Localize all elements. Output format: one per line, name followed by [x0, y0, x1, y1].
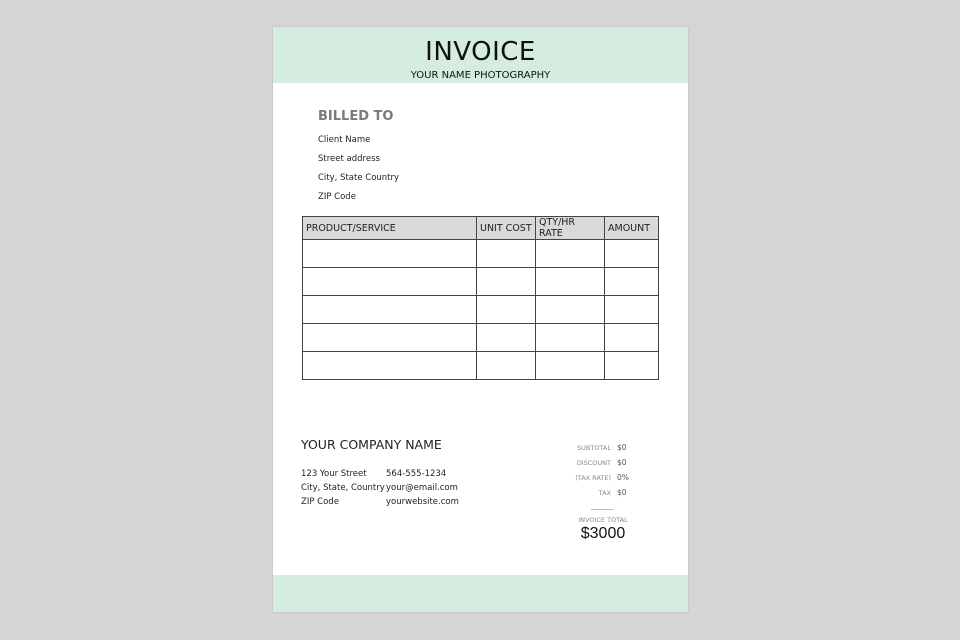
col-qty: QTY/HR RATE [536, 217, 605, 240]
invoice-total-label: INVOICE TOTAL [578, 516, 628, 524]
table-cell[interactable] [303, 296, 477, 324]
table-cell[interactable] [605, 240, 659, 268]
subtotal-label: SUBTOTAL [577, 444, 611, 452]
table-cell[interactable] [536, 268, 605, 296]
billed-line: ZIP Code [318, 192, 356, 202]
table-cell[interactable] [477, 240, 536, 268]
tax-value: $0 [617, 488, 627, 497]
discount-label: DISCOUNT [576, 459, 611, 467]
invoice-subtitle: YOUR NAME PHOTOGRAPHY [410, 70, 551, 81]
company-address: 123 Your Street [301, 469, 367, 479]
invoice-title: INVOICE [425, 37, 536, 67]
col-unit-cost: UNIT COST [477, 217, 536, 240]
company-address: City, State, Country [301, 483, 385, 493]
table-cell[interactable] [477, 268, 536, 296]
discount-value: $0 [617, 458, 627, 467]
table-row [303, 268, 659, 296]
table-cell[interactable] [303, 352, 477, 380]
table-cell[interactable] [303, 268, 477, 296]
table-row [303, 352, 659, 380]
footer-band [273, 575, 688, 612]
table-row [303, 324, 659, 352]
table-cell[interactable] [477, 352, 536, 380]
table-cell[interactable] [303, 324, 477, 352]
company-name: YOUR COMPANY NAME [301, 437, 442, 452]
company-email: your@email.com [386, 483, 458, 493]
company-address: ZIP Code [301, 497, 339, 507]
items-table [302, 216, 659, 380]
billed-line: City, State Country [318, 173, 400, 183]
table-cell[interactable] [536, 324, 605, 352]
table-cell[interactable] [536, 296, 605, 324]
company-website: yourwebsite.com [386, 497, 459, 507]
billed-line: Client Name [318, 135, 371, 145]
header-band [273, 27, 688, 83]
subtotal-value: $0 [617, 443, 627, 452]
table-cell[interactable] [605, 324, 659, 352]
invoice-total-value: $3000 [580, 525, 626, 542]
table-cell[interactable] [536, 352, 605, 380]
table-row [303, 240, 659, 268]
col-amount: AMOUNT [605, 217, 659, 240]
company-phone: 564-555-1234 [386, 469, 447, 479]
table-cell[interactable] [605, 296, 659, 324]
total-divider [591, 509, 613, 510]
table-cell[interactable] [477, 324, 536, 352]
table-cell[interactable] [605, 352, 659, 380]
table-cell[interactable] [536, 240, 605, 268]
billed-line: Street address [318, 154, 380, 164]
table-cell[interactable] [605, 268, 659, 296]
col-product: PRODUCT/SERVICE [303, 217, 477, 240]
table-cell[interactable] [303, 240, 477, 268]
table-cell[interactable] [477, 296, 536, 324]
table-row [303, 296, 659, 324]
billed-to-heading: BILLED TO [318, 109, 394, 124]
tax-label: TAX [598, 489, 611, 497]
tax-rate-value: 0% [617, 473, 629, 482]
tax-rate-label: (TAX RATE) [575, 474, 611, 482]
invoice-page [273, 27, 688, 612]
